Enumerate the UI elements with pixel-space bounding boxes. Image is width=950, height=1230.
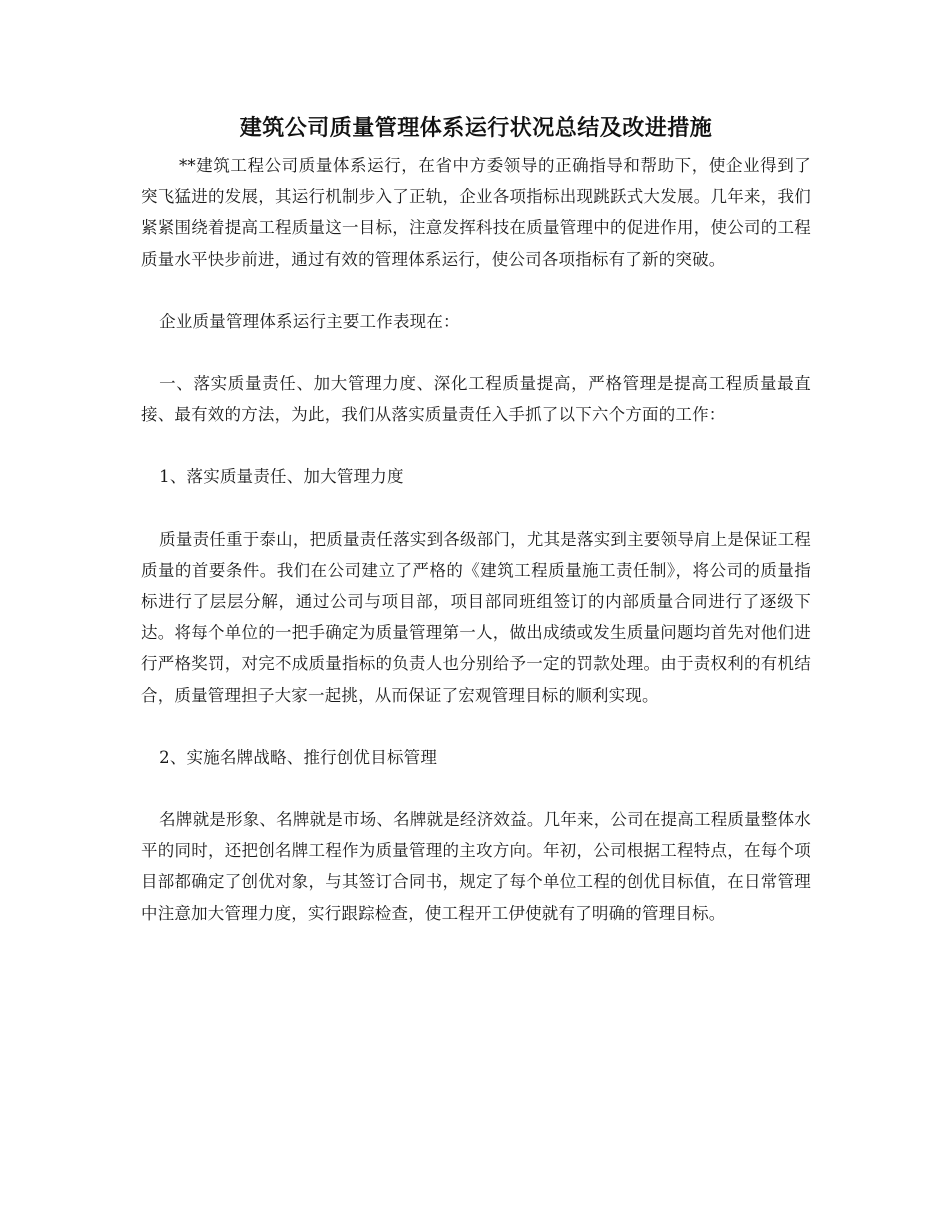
spacer [141,711,811,742]
document-title: 建筑公司质量管理体系运行状况总结及改进措施 [239,116,713,141]
subsection-1-heading: 1、落实质量责任、加大管理力度 [159,467,404,487]
document-body [141,112,811,929]
work-summary-lead: 企业质量管理体系运行主要工作表现在： [159,311,460,331]
spacer [141,337,811,368]
subsection-1-body: 质量责任重于泰山，把质量责任落实到各级部门，尤其是落实到主要领导肩上是保证工程质量的首要条件。我们在公司建立了严格的《建筑工程质量施工责任制》，将公司的质量指标进行了层层分解，通过公司与项目部，项目部同班组签订的内部质量合同进行了逐级下达。将每个单位的一把手确定为质量管理第一人，做出成绩或发生质量问题均首先对他们进行严格奖罚，对完不成质量指标的负责人也分别给予一定的罚款处理。由于责权利的有机结合，质量管理担子大家一起挑，从而保证了宏观管理目标的顺利实现。 [141,529,811,705]
intro-paragraph: **建筑工程公司质量体系运行，在省中方委领导的正确指导和帮助下，使企业得到了突飞猛进的发展，其运行机制步入了正轨，企业各项指标出现跳跃式大发展。几年来，我们紧紧围绕着提高工程质量这一目标，注意发挥科技在质量管理中的促进作用，使公司的工程质量水平快步前进，通过有效的管理体系运行，使公司各项指标有了新的突破。 [141,156,811,269]
spacer [141,275,811,306]
section-one-paragraph: 一、落实质量责任、加大管理力度、深化工程质量提高，严格管理是提高工程质量最直接、最有效的方法，为此，我们从落实质量责任入手抓了以下六个方面的工作： [141,374,811,425]
subsection-2-heading: 2、实施名牌战略、推行创优目标管理 [159,747,438,767]
spacer [141,493,811,524]
spacer [141,773,811,804]
spacer [141,430,811,461]
subsection-2-body: 名牌就是形象、名牌就是市场、名牌就是经济效益。几年来，公司在提高工程质量整体水平的同时，还把创名牌工程作为质量管理的主攻方向。年初，公司根据工程特点，在每个项目部都确定了创优对象，与其签订合同书，规定了每个单位工程的创优目标值，在日常管理中注意加大管理力度，实行跟踪检查，使工程开工伊使就有了明确的管理目标。 [141,810,811,923]
